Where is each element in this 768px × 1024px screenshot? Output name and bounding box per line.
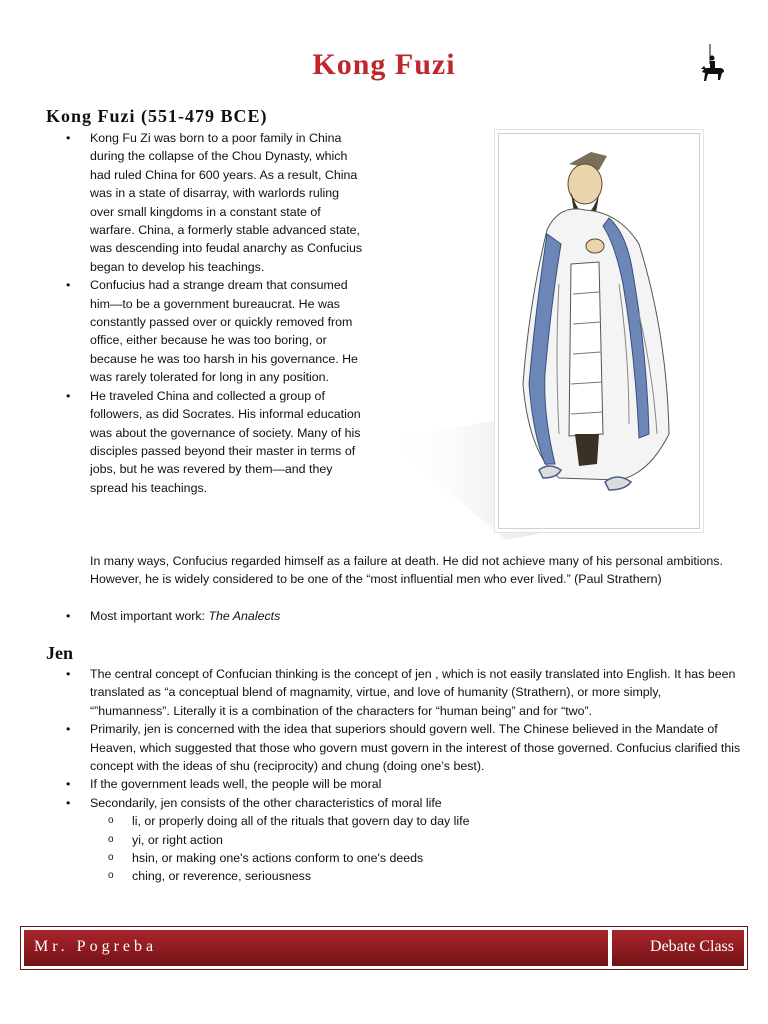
- section-heading-jen: Jen: [46, 643, 73, 663]
- horse-rider-icon: [698, 42, 726, 84]
- footer-course: Debate Class: [650, 938, 734, 955]
- legacy-paragraph: In many ways, Confucius regarded himself as a failure at death. He did not achieve many of his personal ambitions. However, he is widely considered to be one of the “most influential men who ever lived.” (Paul Strathern): [90, 554, 723, 587]
- important-work-label: Most important work:: [90, 609, 209, 623]
- sub-list-item: o li, or properly doing all of the rituals that govern day to day life: [108, 812, 742, 830]
- footer-author: Mr. Pogreba: [34, 938, 158, 955]
- sub-list-item: o hsin, or making one's actions conform to one's deeds: [108, 849, 742, 867]
- section-heading-kong-fuzi: Kong Fuzi (551-479 BCE): [46, 106, 268, 126]
- list-item: • Kong Fu Zi was born to a poor family in China during the collapse of the Chou Dynasty, which had ruled China for 600 years. As a result, China was in a state of disarray, with warlords ruling over small kingdoms in a constant state of warfare. China, a formerly stable advanced state, was descending into feudal anarchy as Confucius began to develop his teachings.: [66, 129, 366, 276]
- footer-course-band: [612, 930, 744, 966]
- list-item: • He traveled China and collected a group of followers, as did Socrates. His informal education was about the governance of society. Many of his disciples passed beyond their master in terms of jobs, but he was revered by them—and they spread his teachings.: [66, 387, 366, 497]
- list-item: • The central concept of Confucian thinking is the concept of jen , which is not easily translated into English. It has been translated as “a conceptual blend of magnamity, virtue, and love of humanity (Strathern), or more simply, “”humanness”. Literally it is a combination of the characters for “human being” and for “two”.: [66, 665, 742, 720]
- confucius-portrait: [498, 133, 700, 529]
- sub-list-item: o ching, or reverence, seriousness: [108, 867, 742, 885]
- kong-fuzi-bullet-list: [66, 129, 366, 497]
- important-work-list: [66, 607, 726, 625]
- list-item-text: Secondarily, jen consists of the other characteristics of moral life: [90, 795, 442, 810]
- list-item: • If the government leads well, the people will be moral: [66, 775, 742, 793]
- list-item: [66, 607, 726, 625]
- jen-sub-list: [108, 812, 742, 886]
- sub-list-item: o yi, or right action: [108, 831, 742, 849]
- jen-bullet-list: [66, 665, 742, 886]
- page-title: Kong Fuzi: [312, 48, 456, 81]
- footer-author-band: [24, 930, 608, 966]
- confucius-portrait-illustration: [499, 134, 699, 528]
- list-item: • Confucius had a strange dream that consumed him—to be a government bureaucrat. He was constantly passed over or quickly removed from office, either because he was too boring, or because he was too harsh in his governance. He was rarely tolerated for long in any position.: [66, 276, 366, 386]
- list-item: [66, 794, 742, 886]
- important-work-title: The Analects: [208, 609, 281, 623]
- page-footer: [20, 926, 748, 970]
- list-item: • Primarily, jen is concerned with the idea that superiors should govern well. The Chinese believed in the Mandate of Heaven, which suggested that those who govern must govern in the interest of those governed. Confucius clarified this concept with the ideas of shu (reciprocity) and chung (doing one’s best).: [66, 720, 742, 775]
